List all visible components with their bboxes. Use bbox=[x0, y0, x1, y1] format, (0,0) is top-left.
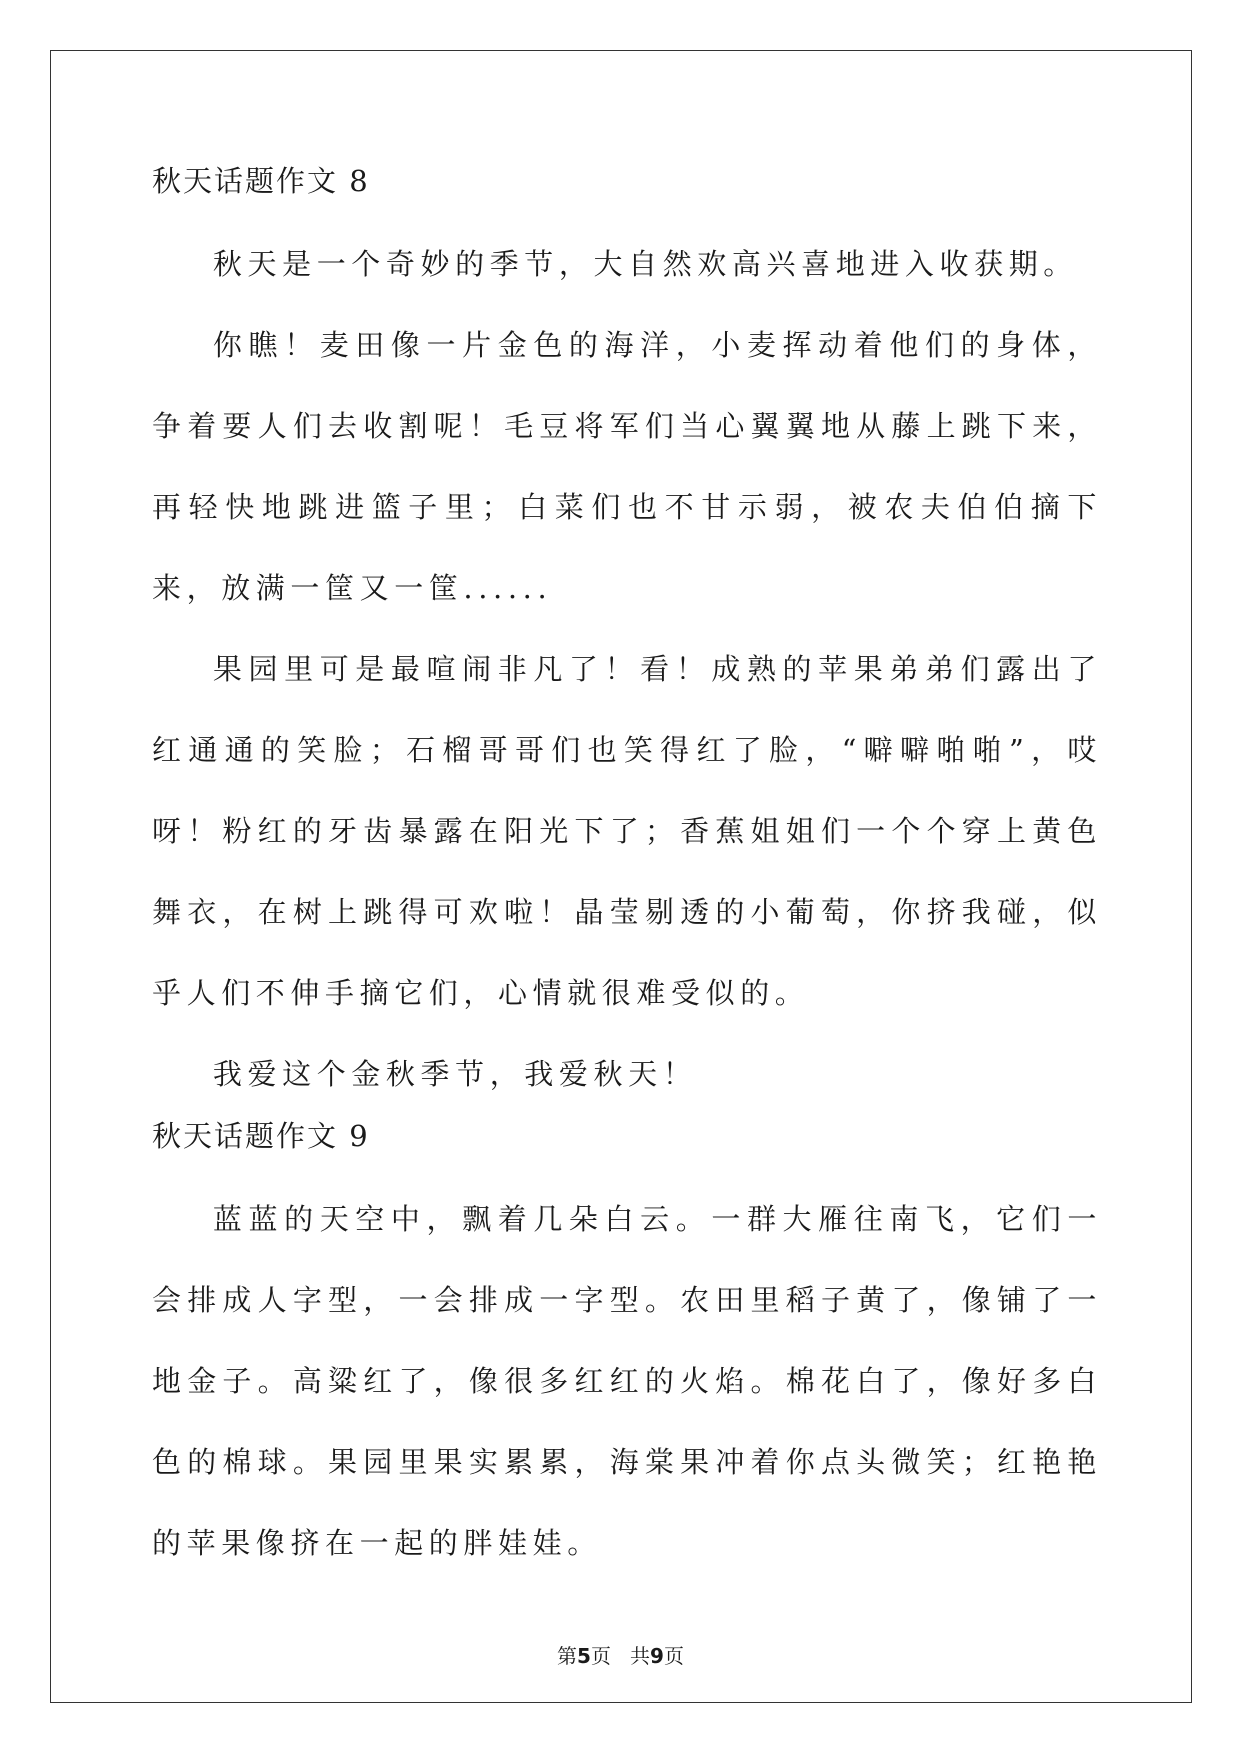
footer-page-word: 页 bbox=[590, 1644, 611, 1668]
page-footer bbox=[0, 1642, 1241, 1670]
footer-total-prefix: 共 bbox=[630, 1644, 651, 1668]
document-body bbox=[152, 160, 1102, 1584]
footer-prefix: 第 bbox=[557, 1644, 578, 1668]
section-heading: 秋天话题作文 8 bbox=[152, 164, 370, 198]
paragraph: 秋天是一个奇妙的季节，大自然欢高兴喜地进入收获期。 bbox=[212, 247, 1078, 281]
section-heading: 秋天话题作文 9 bbox=[152, 1119, 370, 1153]
current-page-number: 5 bbox=[577, 1644, 591, 1668]
footer-total-suffix: 页 bbox=[663, 1644, 684, 1668]
paragraph: 蓝蓝的天空中，飘着几朵白云。一群大雁往南飞，它们一会排成人字型，一会排成一字型。农田里稻子黄了，像铺了一地金子。高粱红了，像很多红红的火焰。棉花白了，像好多白色的棉球。果园里果实累累，海棠果冲着你点头微笑；红艳艳的苹果像挤在一起的胖娃娃。 bbox=[152, 1202, 1102, 1560]
paragraph: 果园里可是最喧闹非凡了！看！成熟的苹果弟弟们露出了红通通的笑脸；石榴哥哥们也笑得红了脸，“噼噼啪啪”，哎呀！粉红的牙齿暴露在阳光下了；香蕉姐姐们一个个穿上黄色舞衣，在树上跳得可欢啦！晶莹剔透的小葡萄，你挤我碰，似乎人们不伸手摘它们，心情就很难受似的。 bbox=[152, 652, 1102, 1010]
total-pages-number: 9 bbox=[650, 1644, 664, 1668]
paragraph: 我爱这个金秋季节，我爱秋天！ bbox=[212, 1057, 698, 1091]
paragraph: 你瞧！麦田像一片金色的海洋，小麦挥动着他们的身体，争着要人们去收割呢！毛豆将军们当心翼翼地从藤上跳下来，再轻快地跳进篮子里；白菜们也不甘示弱，被农夫伯伯摘下来，放满一筐又一筐...... bbox=[152, 328, 1102, 605]
